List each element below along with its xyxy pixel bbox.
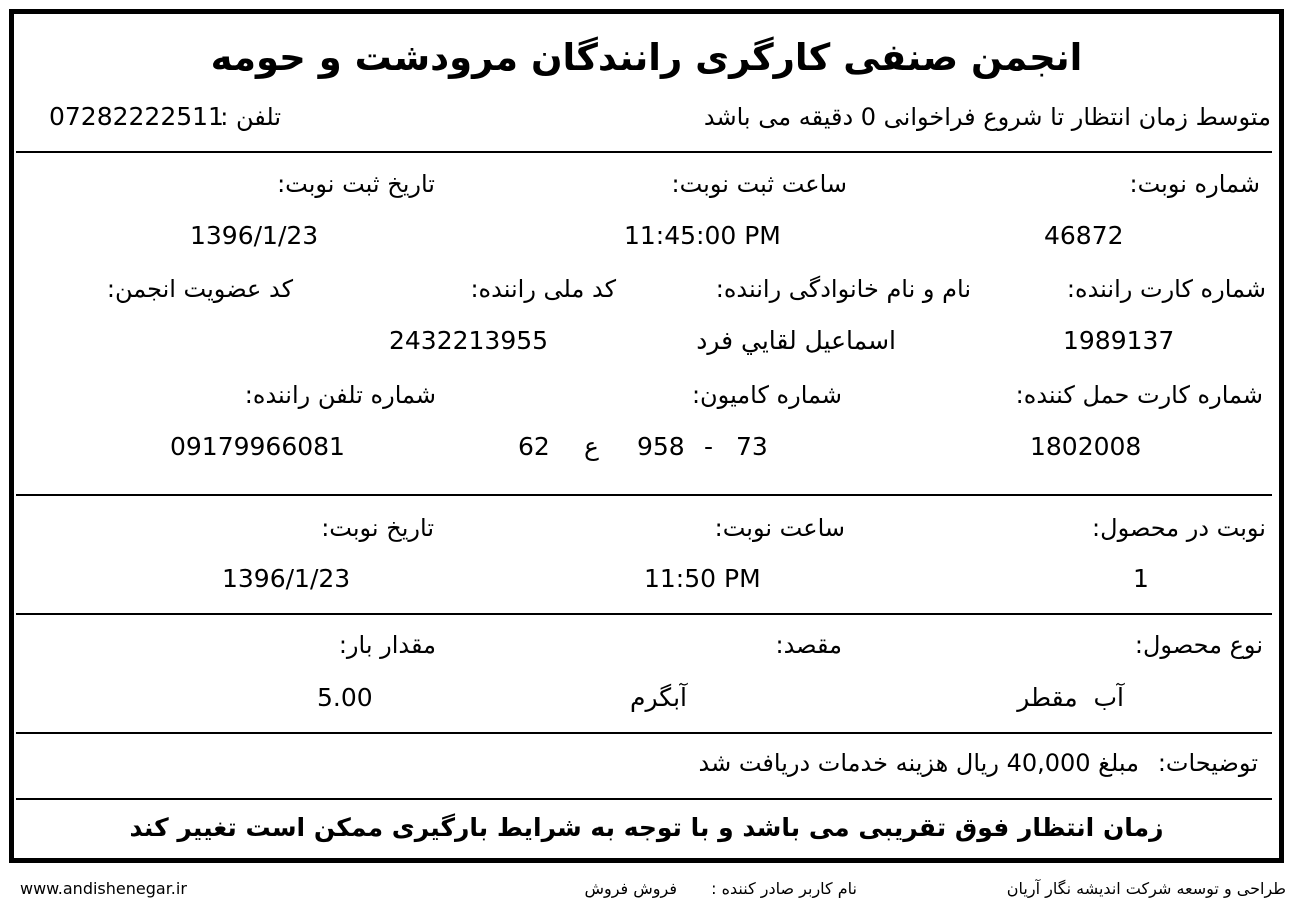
truck-part2: 958 — [637, 432, 685, 461]
product-turn-label: نوبت در محصول: — [1092, 514, 1266, 542]
truck-part3: 62 — [518, 432, 550, 461]
turn-number: 46872 — [1044, 221, 1124, 250]
reg-time-label: ساعت ثبت نوبت: — [671, 170, 847, 198]
carrier-card-label: شماره کارت حمل کننده: — [1015, 381, 1263, 409]
product-type-value: آب مقطر — [1017, 683, 1124, 712]
truck-dash: - — [704, 432, 714, 461]
divider — [16, 494, 1272, 496]
turn-date-label: تاریخ نوبت: — [321, 514, 434, 542]
driver-card: 1989137 — [1063, 326, 1175, 355]
reg-time: 11:45:00 PM — [624, 221, 781, 250]
divider — [16, 732, 1272, 734]
divider — [16, 151, 1272, 153]
national-code-label: کد ملی راننده: — [470, 275, 616, 303]
phone-label: تلفن : — [220, 103, 281, 131]
product-turn-value: 1 — [1133, 564, 1149, 593]
issuer-value: فروش فروش — [584, 879, 677, 898]
truck-part1: 73 — [736, 432, 768, 461]
notes-value: مبلغ 40,000 ریال هزینه خدمات دریافت شد — [698, 749, 1139, 777]
turn-number-label: شماره نوبت: — [1129, 170, 1260, 198]
destination-value: آبگرم — [630, 683, 687, 712]
page-title: انجمن صنفی کارگری رانندگان مرودشت و حومه — [210, 36, 1083, 79]
national-code: 2432213955 — [389, 326, 549, 355]
driver-phone: 09179966081 — [170, 432, 345, 461]
reg-date: 1396/1/23 — [190, 221, 319, 250]
divider — [16, 613, 1272, 615]
carrier-card: 1802008 — [1030, 432, 1142, 461]
reg-date-label: تاریخ ثبت نوبت: — [277, 170, 435, 198]
driver-card-label: شماره کارت راننده: — [1066, 275, 1266, 303]
driver-name: اسماعيل لقايي فرد — [696, 326, 896, 355]
amount-value: 5.00 — [317, 683, 373, 712]
driver-phone-label: شماره تلفن راننده: — [244, 381, 436, 409]
turn-time-value: 11:50 PM — [644, 564, 761, 593]
amount-label: مقدار بار: — [338, 631, 436, 659]
issuer-label: نام کاربر صادر کننده : — [711, 879, 857, 898]
divider — [16, 798, 1272, 800]
website-link[interactable]: www.andishenegar.ir — [20, 879, 187, 898]
member-code-label: کد عضویت انجمن: — [106, 275, 293, 303]
wait-info: متوسط زمان انتظار تا شروع فراخوانی 0 دقیقه می باشد — [703, 103, 1271, 131]
turn-date-value: 1396/1/23 — [222, 564, 351, 593]
notes-label: توضیحات: — [1157, 749, 1258, 777]
truck-label: شماره کامیون: — [691, 381, 842, 409]
phone-value: 07282222511 — [49, 102, 224, 131]
product-type-label: نوع محصول: — [1134, 631, 1263, 659]
destination-label: مقصد: — [775, 631, 842, 659]
truck-letter: ع — [584, 432, 599, 461]
footnote: زمان انتظار فوق تقریبی می باشد و با توجه به شرایط بارگیری ممکن است تغییر کند — [129, 813, 1164, 842]
turn-time-label: ساعت نوبت: — [714, 514, 845, 542]
driver-name-label: نام و نام خانوادگی راننده: — [715, 275, 971, 303]
designer-credit: طراحی و توسعه شرکت اندیشه نگار آریان — [1006, 879, 1286, 898]
